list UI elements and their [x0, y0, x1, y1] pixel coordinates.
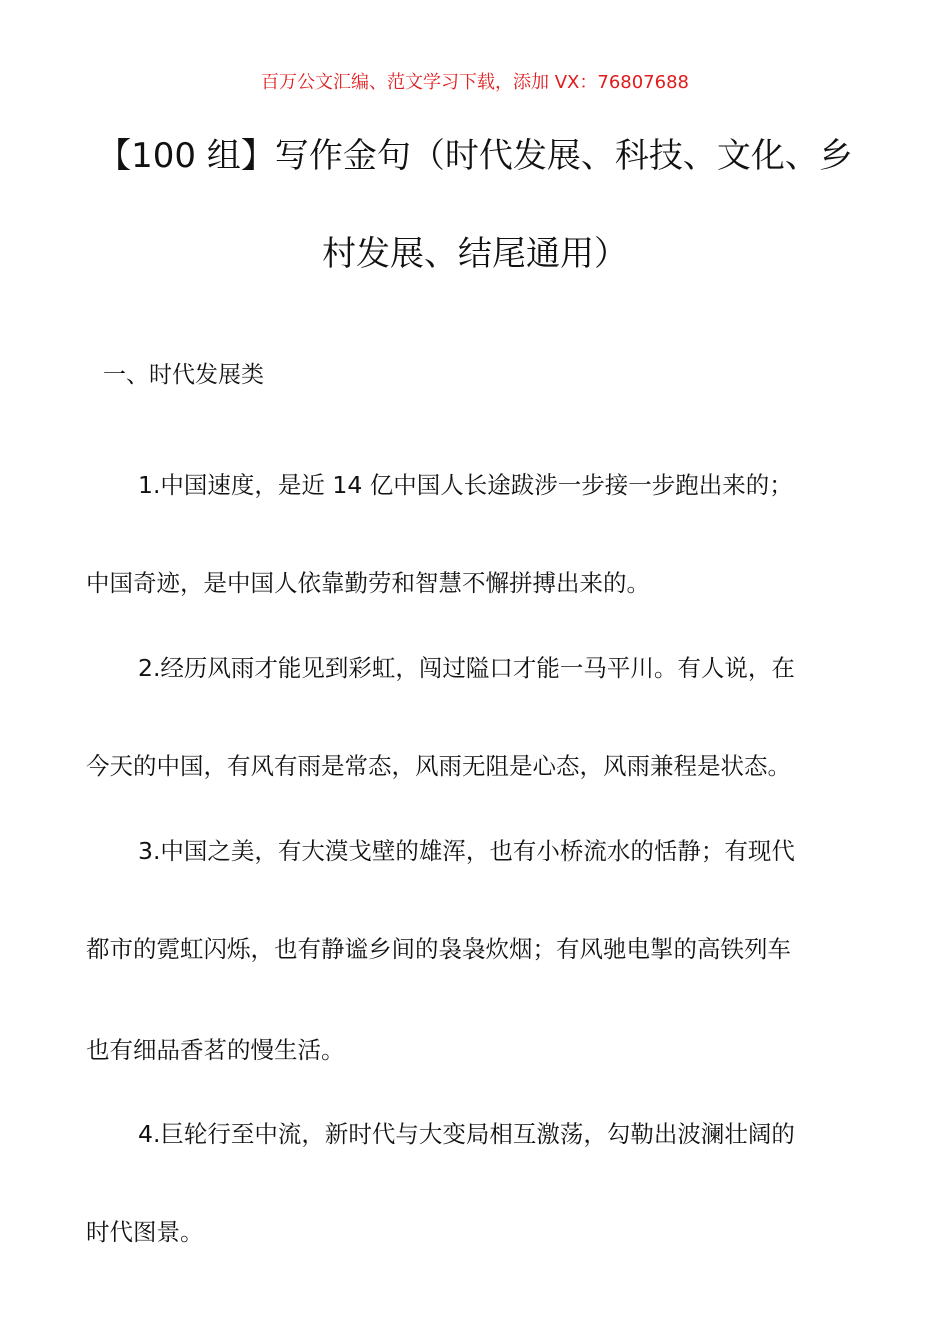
- paragraph-2-line-1: 2.经历风雨才能见到彩虹，闯过隘口才能一马平川。有人说，在: [138, 654, 795, 682]
- paragraph-3-line-1: 3.中国之美，有大漠戈壁的雄浑，也有小桥流水的恬静；有现代: [138, 837, 795, 865]
- paragraph-1-line-1: 1.中国速度，是近 14 亿中国人长途跋涉一步接一步跑出来的；: [138, 471, 793, 499]
- header-watermark-note: 百万公文汇编、范文学习下载，添加 VX：76807688: [261, 72, 689, 93]
- paragraph-3-line-3: 也有细品香茗的慢生活。: [86, 1036, 345, 1064]
- paragraph-3-line-2: 都市的霓虹闪烁，也有静谧乡间的袅袅炊烟；有风驰电掣的高铁列车: [86, 935, 791, 963]
- document-title-line-1: 【100 组】写作金句（时代发展、科技、文化、乡: [97, 136, 853, 176]
- paragraph-2-line-2: 今天的中国，有风有雨是常态，风雨无阻是心态，风雨兼程是状态。: [86, 752, 791, 780]
- paragraph-1-line-2: 中国奇迹，是中国人依靠勤劳和智慧不懈拼搏出来的。: [86, 569, 650, 597]
- section-heading: 一、时代发展类: [103, 362, 264, 388]
- document-title-line-2: 村发展、结尾通用）: [322, 234, 628, 274]
- paragraph-4-line-2: 时代图景。: [86, 1218, 204, 1246]
- paragraph-4-line-1: 4.巨轮行至中流，新时代与大变局相互激荡，勾勒出波澜壮阔的: [138, 1120, 795, 1148]
